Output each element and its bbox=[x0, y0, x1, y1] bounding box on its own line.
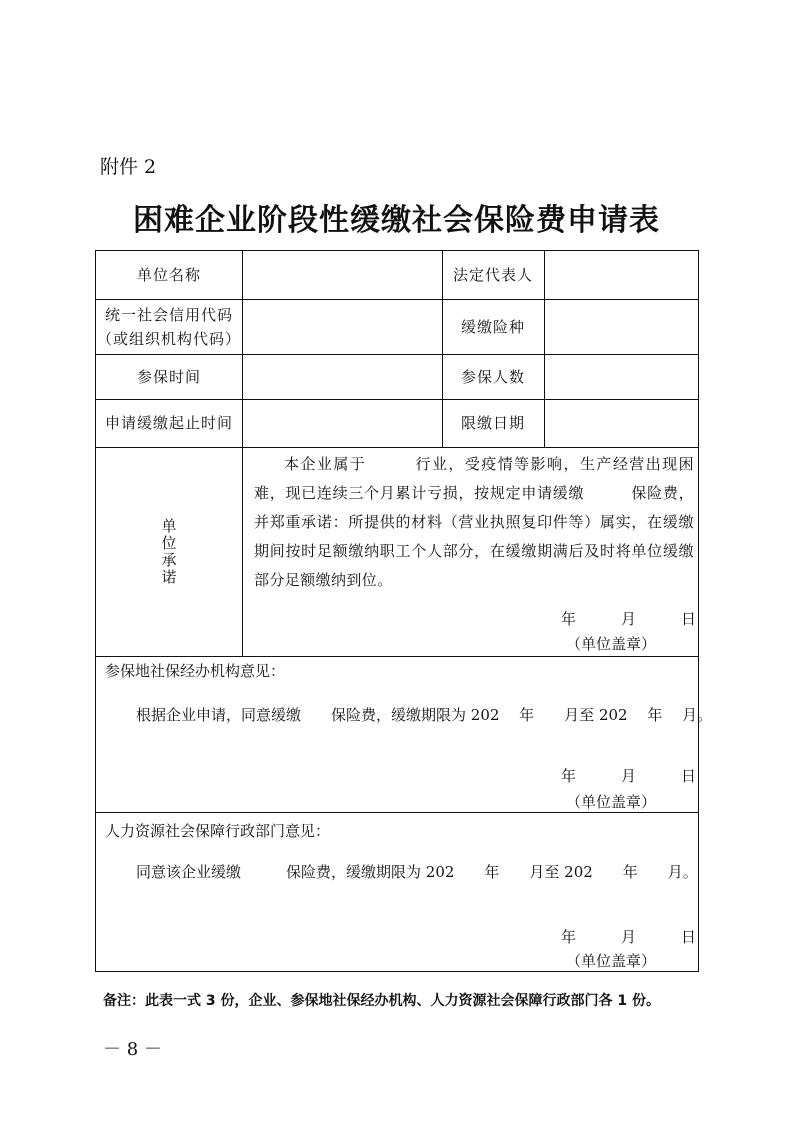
social-security-stamp: （单位盖章） bbox=[566, 793, 657, 811]
commitment-date-line: 年 月 日 bbox=[561, 610, 697, 628]
label-enrollment-time: 参保时间 bbox=[136, 367, 201, 386]
social-security-date-line: 年 月 日 bbox=[561, 767, 697, 785]
label-deferral-period: 申请缓缴起止时间 bbox=[104, 414, 233, 432]
hr-opinion-text: 同意该企业缓缴 保险费，缓缴期限为 202 年 月至 202 年 月。 bbox=[136, 863, 698, 881]
field-deferred-insurance-type[interactable] bbox=[545, 299, 697, 354]
commitment-text: 本企业属于 行业，受疫情等影响，生产经营出现困难，现已连续三个月累计亏损，按规定申请缓缴 保险费，并郑重承诺：所提供的材料（营业执照复印件等）属实，在缓缴期间按时足额缴纳职工个人部分，在缓缴期满后及时将单位缓缴部分足额缴纳到位。 bbox=[254, 455, 694, 589]
page-number: － 8 － bbox=[103, 1039, 162, 1060]
field-legal-representative[interactable] bbox=[545, 251, 697, 299]
label-credit-code: 统一社会信用代码 （或组织机构代码） bbox=[96, 305, 241, 348]
field-payment-deadline[interactable] bbox=[545, 399, 697, 447]
label-insured-count: 参保人数 bbox=[460, 367, 525, 386]
field-unit-name[interactable] bbox=[243, 251, 441, 299]
row-divider bbox=[96, 447, 698, 448]
commitment-stamp: （单位盖章） bbox=[566, 635, 657, 653]
label-deferred-insurance-type: 缓缴险种 bbox=[460, 317, 525, 336]
field-credit-code[interactable] bbox=[243, 299, 441, 354]
row-divider bbox=[96, 812, 698, 813]
attachment-label: 附件 2 bbox=[100, 156, 157, 178]
application-form-table bbox=[95, 250, 713, 972]
form-title: 困难企业阶段性缓缴社会保险费申请表 bbox=[133, 203, 660, 238]
label-legal-representative: 法定代表人 bbox=[452, 266, 533, 284]
remarks-note: 备注：此表一式 3 份，企业、参保地社保经办机构、人力资源社会保障行政部门各 1 份。 bbox=[103, 993, 660, 1009]
hr-stamp: （单位盖章） bbox=[566, 952, 657, 970]
label-unit-commitment: 单 位 承 诺 bbox=[161, 516, 177, 586]
hr-date-line: 年 月 日 bbox=[561, 928, 697, 946]
label-payment-deadline: 限缴日期 bbox=[460, 414, 525, 432]
hr-opinion-heading: 人力资源社会保障行政部门意见： bbox=[105, 822, 331, 840]
row-divider bbox=[96, 656, 698, 657]
social-security-opinion-text: 根据企业申请，同意缓缴 保险费，缓缴期限为 202 年 月至 202 年 月。 bbox=[136, 706, 713, 724]
field-insured-count[interactable] bbox=[545, 354, 697, 399]
field-enrollment-time[interactable] bbox=[243, 354, 441, 399]
social-security-opinion-heading: 参保地社保经办机构意见： bbox=[105, 662, 286, 680]
label-unit-name: 单位名称 bbox=[136, 266, 201, 284]
field-deferral-period[interactable] bbox=[243, 399, 441, 447]
